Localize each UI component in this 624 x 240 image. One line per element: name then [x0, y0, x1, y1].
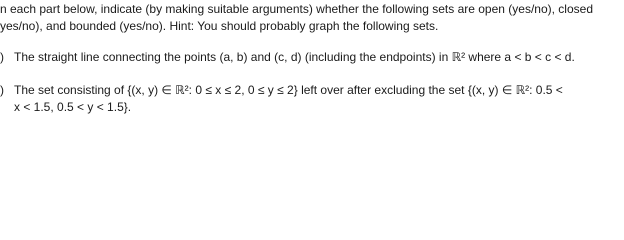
part-b-text-line-2: x < 1.5, 0.5 < y < 1.5}.	[14, 100, 132, 114]
part-b-text-line-1: The set consisting of {(x, y) ∈ ℝ²: 0 ≤ x ≤ 2, 0 ≤ y ≤ 2} left over after excluding the set {(x, y) ∈ ℝ²: 0.5 <	[14, 83, 563, 97]
intro-line-1: n each part below, indicate (by making suitable arguments) whether the following sets are open (yes/no), closed	[0, 2, 593, 16]
part-b-marker: )	[0, 83, 4, 97]
intro-line-2: yes/no), and bounded (yes/no). Hint: You should probably graph the following sets.	[0, 19, 439, 33]
part-a-marker: )	[0, 50, 4, 64]
part-a-text: The straight line connecting the points (a, b) and (c, d) (including the endpoints) in ℝ² where a < b < c < d.	[14, 50, 575, 64]
